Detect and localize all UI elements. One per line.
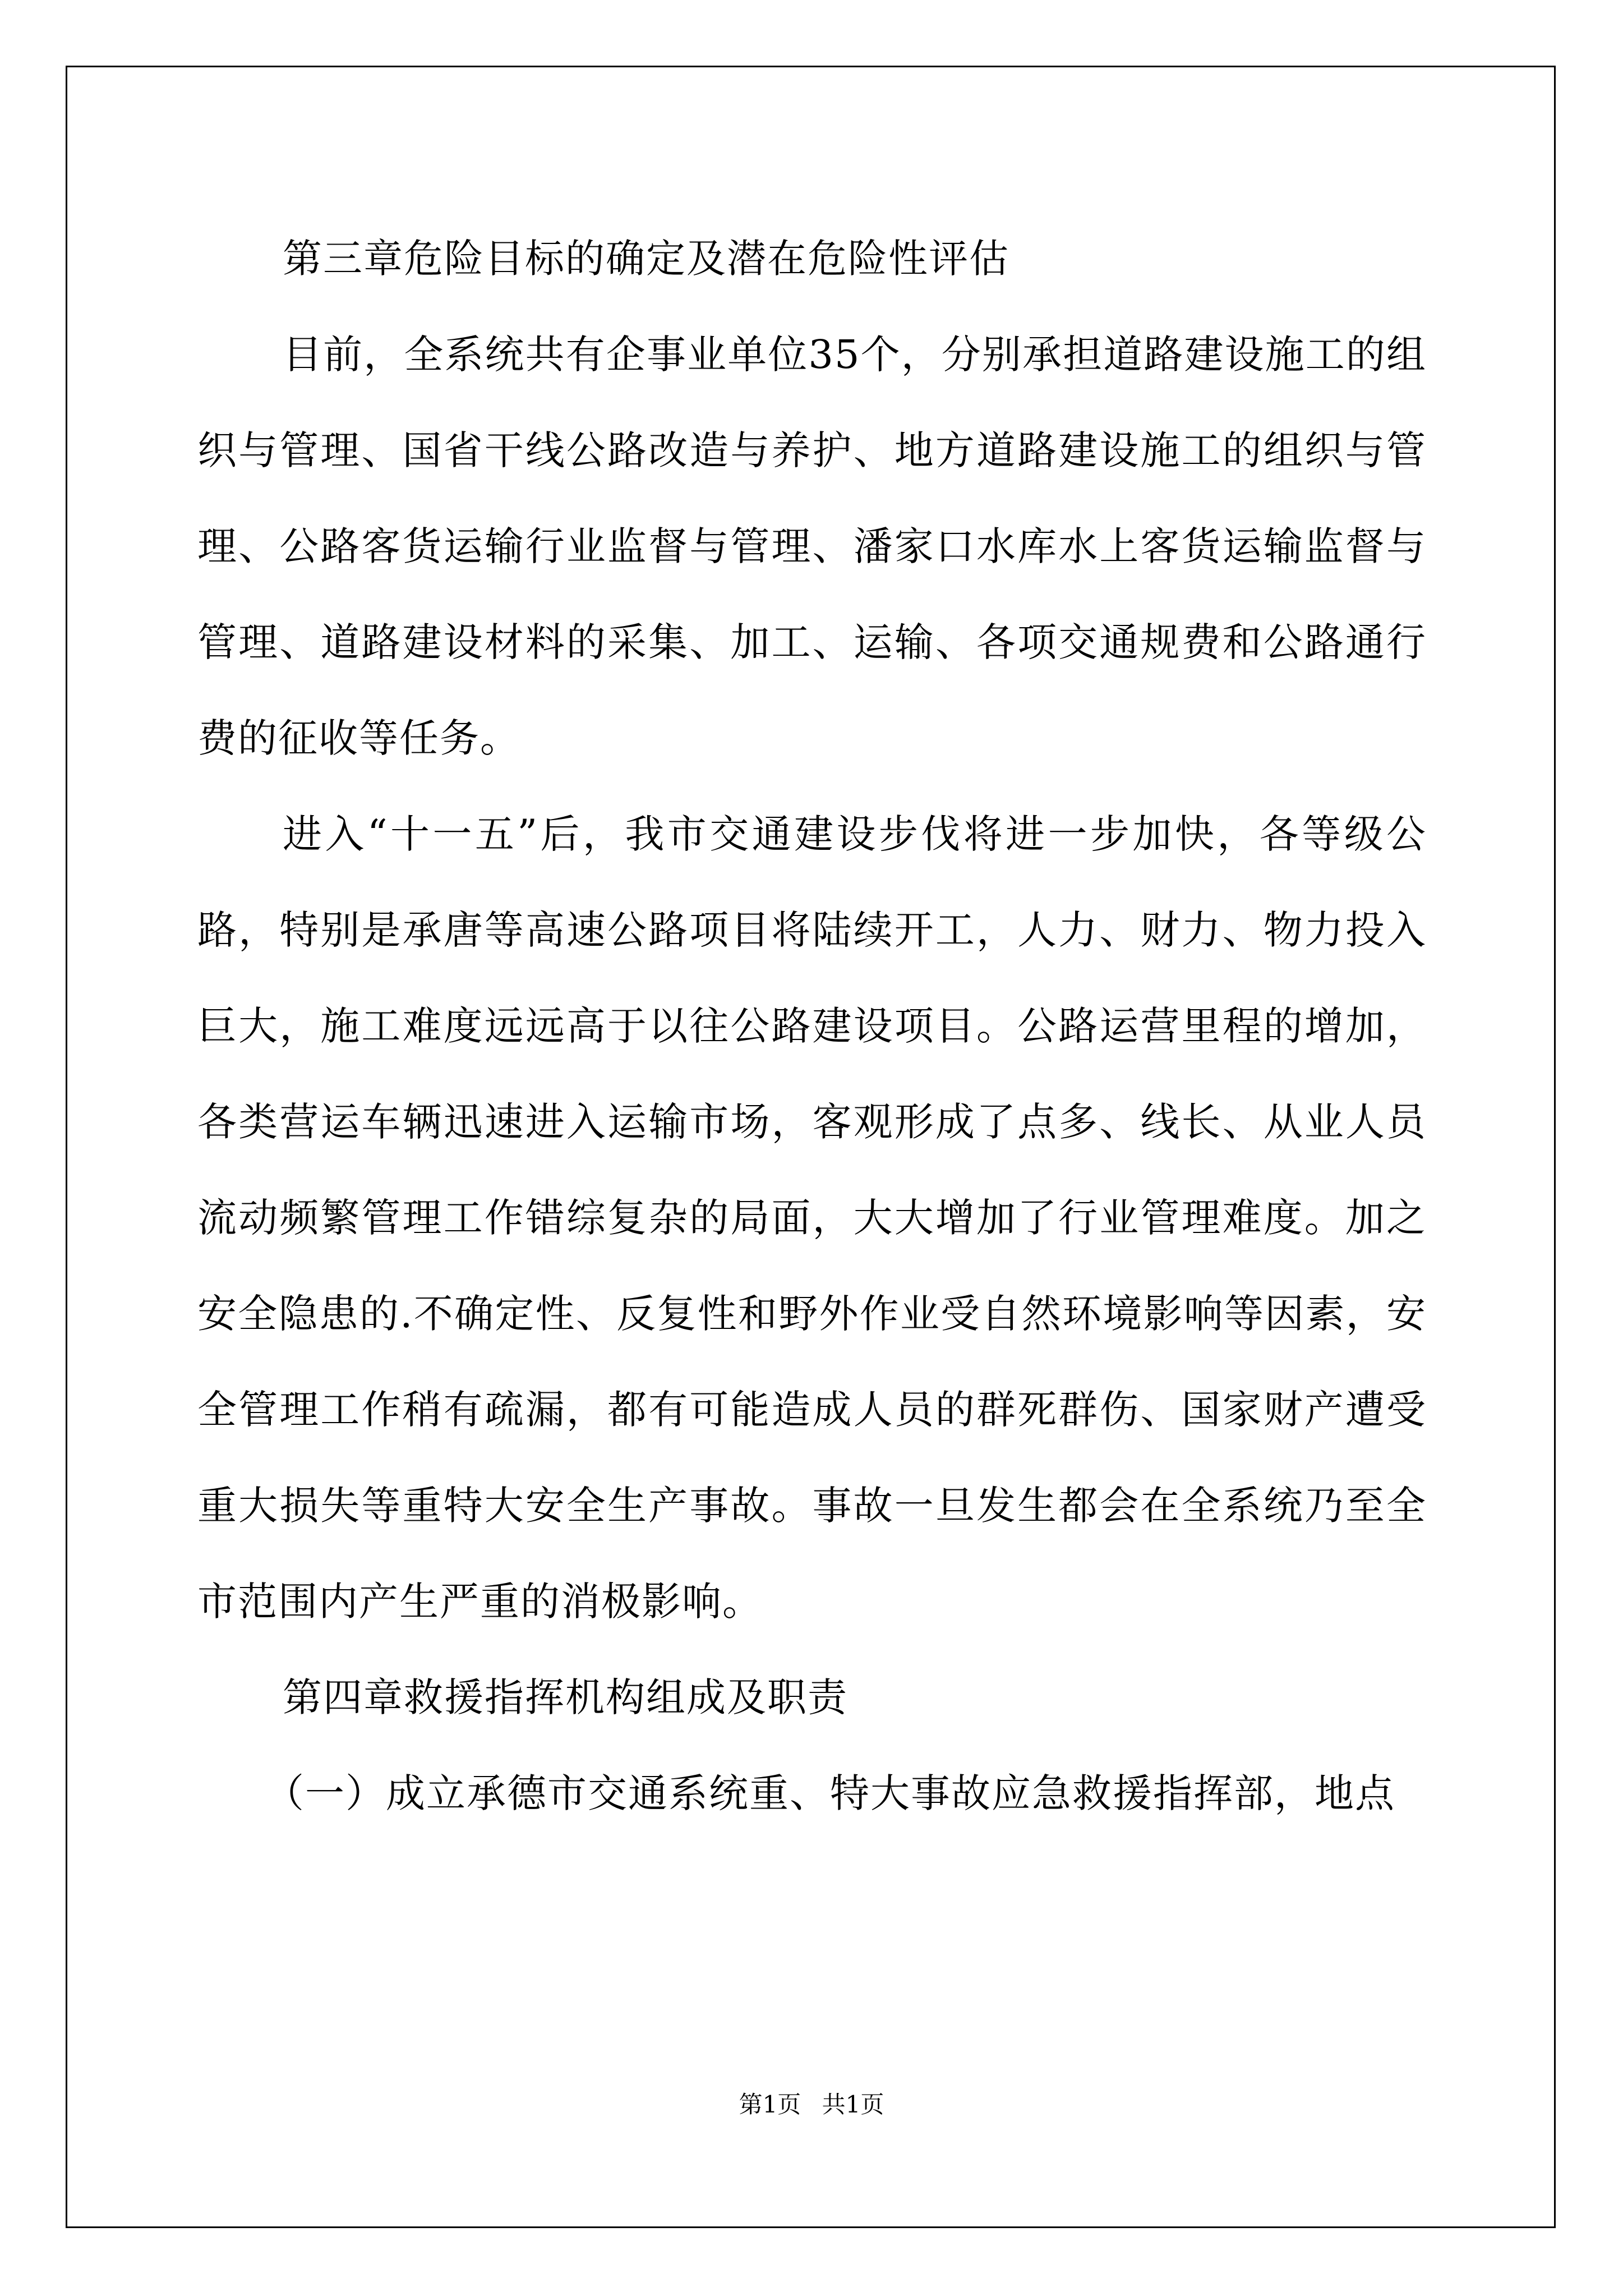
item-1: （一）成立承德市交通系统重、特大事故应急救援指挥部，地点 <box>265 1770 1395 1816</box>
chapter-3-heading: 第三章危险目标的确定及潜在危险性评估 <box>283 236 1009 282</box>
page-footer <box>0 2088 1623 2122</box>
document-body <box>197 211 1427 1842</box>
paragraph-2: 进入“十一五”后，我市交通建设步伐将进一步加快，各等级公路，特别是承唐等高速公路项目将陆续开工，人力、财力、物力投入巨大，施工难度远远高于以往公路建设项目。公路运营里程的增加，各类营运车辆迅速进入运输市场，客观形成了点多、线长、从业人员流动频繁管理工作错综复杂的局面，大大增加了行业管理难度。加之安全隐患的.不确定性、反复性和野外作业受自然环境影响等因素，安全管理工作稍有疏漏，都有可能造成人员的群死群伤、国家财产遭受重大损失等重特大安全生产事故。事故一旦发生都会在全系统乃至全市范围内产生严重的消极影响。 <box>197 811 1427 1625</box>
chapter-4-heading: 第四章救援指挥机构组成及职责 <box>283 1674 848 1720</box>
paragraph-1: 目前，全系统共有企事业单位35个，分别承担道路建设施工的组织与管理、国省干线公路改造与养护、地方道路建设施工的组织与管理、公路客货运输行业监督与管理、潘家口水库水上客货运输监督与管理、道路建设材料的采集、加工、运输、各项交通规费和公路通行费的征收等任务。 <box>197 332 1427 761</box>
page-number: 第1页 <box>739 2091 801 2118</box>
page-total: 共1页 <box>822 2091 884 2118</box>
